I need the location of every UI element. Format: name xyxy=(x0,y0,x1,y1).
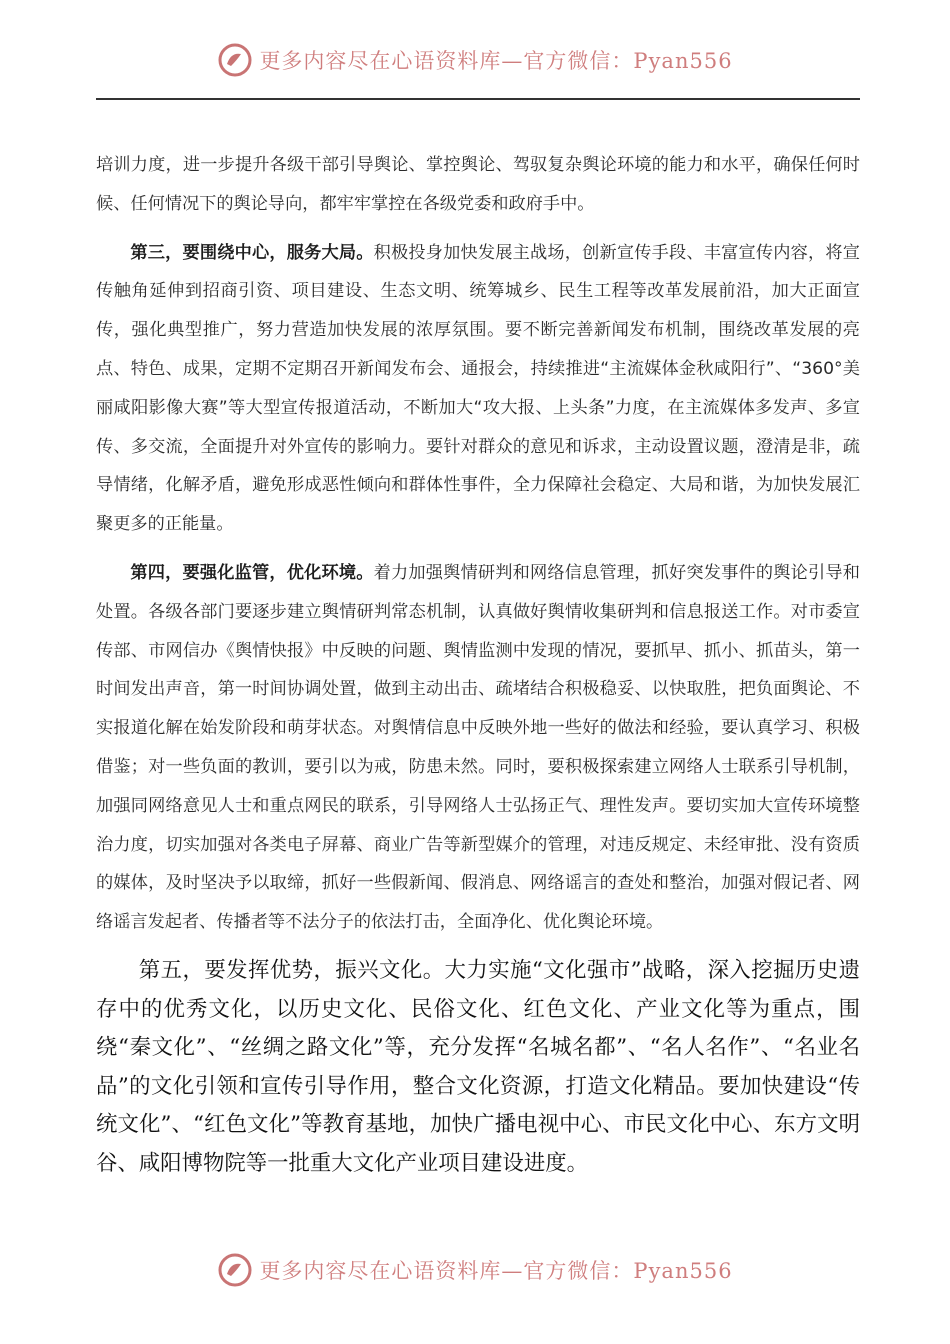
footer-banner-text: 更多内容尽在心语资料库—官方微信：Pyan556 xyxy=(259,1259,733,1283)
paragraph-1: 培训力度，进一步提升各级干部引导舆论、掌控舆论、驾驭复杂舆论环境的能力和水平，确保任何时候、任何情况下的舆论导向，都牢牢掌控在各级党委和政府手中。 xyxy=(96,155,860,214)
footer-banner xyxy=(0,1252,950,1302)
header-banner-text: 更多内容尽在心语资料库—官方微信：Pyan556 xyxy=(259,49,733,73)
paragraph-3 xyxy=(96,554,860,942)
seal-logo-icon xyxy=(217,42,253,78)
header-divider xyxy=(96,98,860,100)
paragraph-2-text: 积极投身加快发展主战场，创新宣传手段、丰富宣传内容，将宣传触角延伸到招商引资、项目建设、生态文明、统筹城乡、民生工程等改革发展前沿，加大正面宣传，强化典型推广，努力营造加快发展的浓厚氛围。要不断完善新闻发布机制，围绕改革发展的亮点、特色、成果，定期不定期召开新闻发布会、通报会，持续推进“主流媒体金秋咸阳行”、“360°美丽咸阳影像大赛”等大型宣传报道活动，不断加大“攻大报、上头条”力度，在主流媒体多发声、多宣传、多交流，全面提升对外宣传的影响力。要针对群众的意见和诉求，主动设置议题，澄清是非，疏导情绪，化解矛盾，避免形成恶性倾向和群体性事件，全力保障社会稳定、大局和谐，为加快发展汇聚更多的正能量。 xyxy=(96,242,860,535)
document-body xyxy=(96,146,860,1184)
paragraph-3-text: 着力加强舆情研判和网络信息管理，抓好突发事件的舆论引导和处置。各级各部门要逐步建立舆情研判常态机制，认真做好舆情收集研判和信息报送工作。对市委宣传部、市网信办《舆情快报》中反映的问题、舆情监测中发现的情况，要抓早、抓小、抓苗头，第一时间发出声音，第一时间协调处置，做到主动出击、疏堵结合积极稳妥、以快取胜，把负面舆论、不实报道化解在始发阶段和萌芽状态。对舆情信息中反映外地一些好的做法和经验，要认真学习、积极借鉴；对一些负面的教训，要引以为戒，防患未然。同时，要积极探索建立网络人士联系引导机制，加强同网络意见人士和重点网民的联系，引导网络人士弘扬正气、理性发声。要切实加大宣传环境整治力度，切实加强对各类电子屏幕、商业广告等新型媒介的管理，对违反规定、未经审批、没有资质的媒体，及时坚决予以取缔，抓好一些假新闻、假消息、网络谣言的查处和整治，加强对假记者、网络谣言发起者、传播者等不法分子的依法打击，全面净化、优化舆论环境。 xyxy=(96,562,860,933)
paragraph-2-lead: 第三，要围绕中心，服务大局。 xyxy=(130,242,374,263)
header-banner xyxy=(0,42,950,92)
paragraph-3-lead: 第四，要强化监管，优化环境。 xyxy=(130,562,374,583)
paragraph-2 xyxy=(96,234,860,544)
seal-logo-icon xyxy=(217,1252,253,1288)
paragraph-4: 第五，要发挥优势，振兴文化。大力实施“文化强市”战略，深入挖掘历史遗存中的优秀文化，以历史文化、民俗文化、红色文化、产业文化等为重点，围绕“秦文化”、“丝绸之路文化”等，充分发挥“名城名都”、“名人名作”、“名业名品”的文化引领和宣传引导作用，整合文化资源，打造文化精品。要加快建设“传统文化”、“红色文化”等教育基地，加快广播电视中心、市民文化中心、东方文明谷、咸阳博物院等一批重大文化产业项目建设进度。 xyxy=(96,957,860,1176)
